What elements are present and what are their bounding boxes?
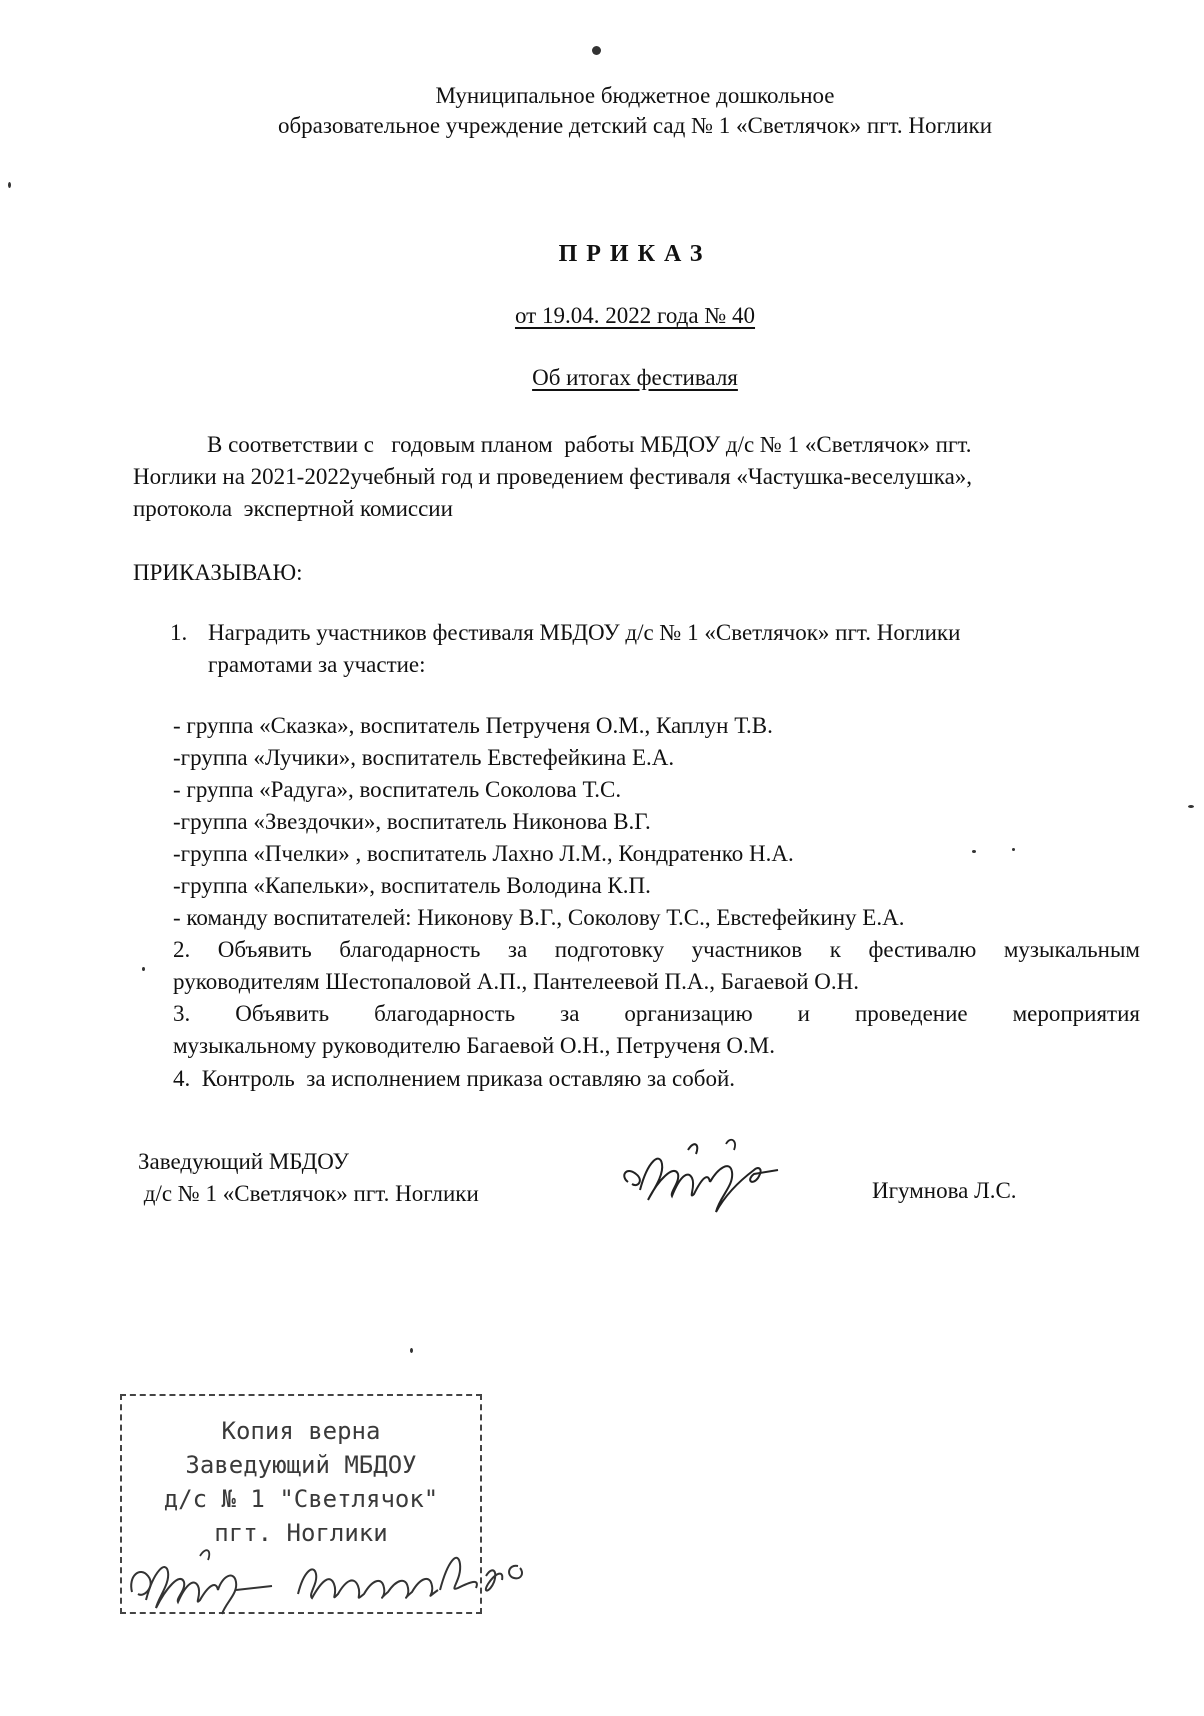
scan-speck [142, 967, 145, 971]
item1-line2: грамотами за участие: [208, 652, 426, 677]
signatory-name: Игумнова Л.С. [872, 1178, 1017, 1203]
list-item: - группа «Радуга», воспитатель Соколова Т.С. [173, 777, 622, 802]
scan-speck [1012, 848, 1015, 851]
list-item: -группа «Звездочки», воспитатель Никонова В.Г. [173, 809, 651, 834]
stamp-line4: пгт. Ноглики [214, 1519, 388, 1547]
signatory-position-line1: Заведующий МБДОУ [138, 1149, 349, 1174]
list-item: - группа «Сказка», воспитатель Петрученя О.М., Каплун Т.В. [173, 713, 773, 738]
list-item: -группа «Пчелки» , воспитатель Лахно Л.М., Кондратенко Н.А. [173, 841, 794, 866]
preamble-line1: В соответствии с годовым планом работы МБДОУ д/с № 1 «Светлячок» пгт. [207, 432, 972, 457]
scan-speck [592, 46, 601, 55]
item3-line1: 3. Объявить благодарность за организацию и проведение мероприятия [173, 1001, 1140, 1026]
preamble-line3: протокола экспертной комиссии [133, 496, 453, 521]
item1-number: 1. [170, 620, 188, 645]
list-item: -группа «Лучики», воспитатель Евстефейкина Е.А. [173, 745, 675, 770]
scan-speck [1188, 805, 1194, 808]
institution-name-line1: Муниципальное бюджетное дошкольное [435, 83, 835, 108]
stamp-signature-image [126, 1536, 586, 1616]
item1-line1: Наградить участников фестиваля МБДОУ д/с № 1 «Светлячок» пгт. Ноглики [208, 620, 961, 645]
signature-image [618, 1130, 788, 1220]
stamp-line2: Заведующий МБДОУ [185, 1451, 417, 1479]
order-subject: Об итогах фестиваля [532, 365, 738, 390]
scan-speck [410, 1348, 413, 1353]
institution-name-line2: образовательное учреждение детский сад № 1 «Светлячок» пгт. Ноглики [277, 113, 993, 138]
order-date-number: от 19.04. 2022 года № 40 [514, 303, 756, 328]
item2-line2: руководителям Шестопаловой А.П., Пантелеевой П.А., Багаевой О.Н. [173, 969, 860, 994]
order-word: ПРИКАЗЫВАЮ: [133, 560, 303, 585]
scan-speck [972, 850, 976, 853]
signatory-position-line2: д/с № 1 «Светлячок» пгт. Ноглики [138, 1181, 479, 1206]
document-title: ПРИКАЗ [558, 241, 712, 267]
item4: 4. Контроль за исполнением приказа оставляю за собой. [173, 1066, 736, 1091]
item3-line2: музыкальному руководителю Багаевой О.Н., Петрученя О.М. [173, 1033, 775, 1058]
list-item: -группа «Капельки», воспитатель Володина К.П. [173, 873, 651, 898]
stamp-line3: д/с № 1 "Светлячок" [163, 1485, 439, 1513]
scan-speck [8, 182, 11, 188]
item2-line1: 2. Объявить благодарность за подготовку участников к фестивалю музыкальным [173, 937, 1140, 962]
list-item: - команду воспитателей: Никонову В.Г., Соколову Т.С., Евстефейкину Е.А. [173, 905, 905, 930]
stamp-line1: Копия верна [221, 1417, 381, 1445]
preamble-line2: Ноглики на 2021-2022учебный год и проведением фестиваля «Частушка-веселушка», [133, 464, 973, 489]
